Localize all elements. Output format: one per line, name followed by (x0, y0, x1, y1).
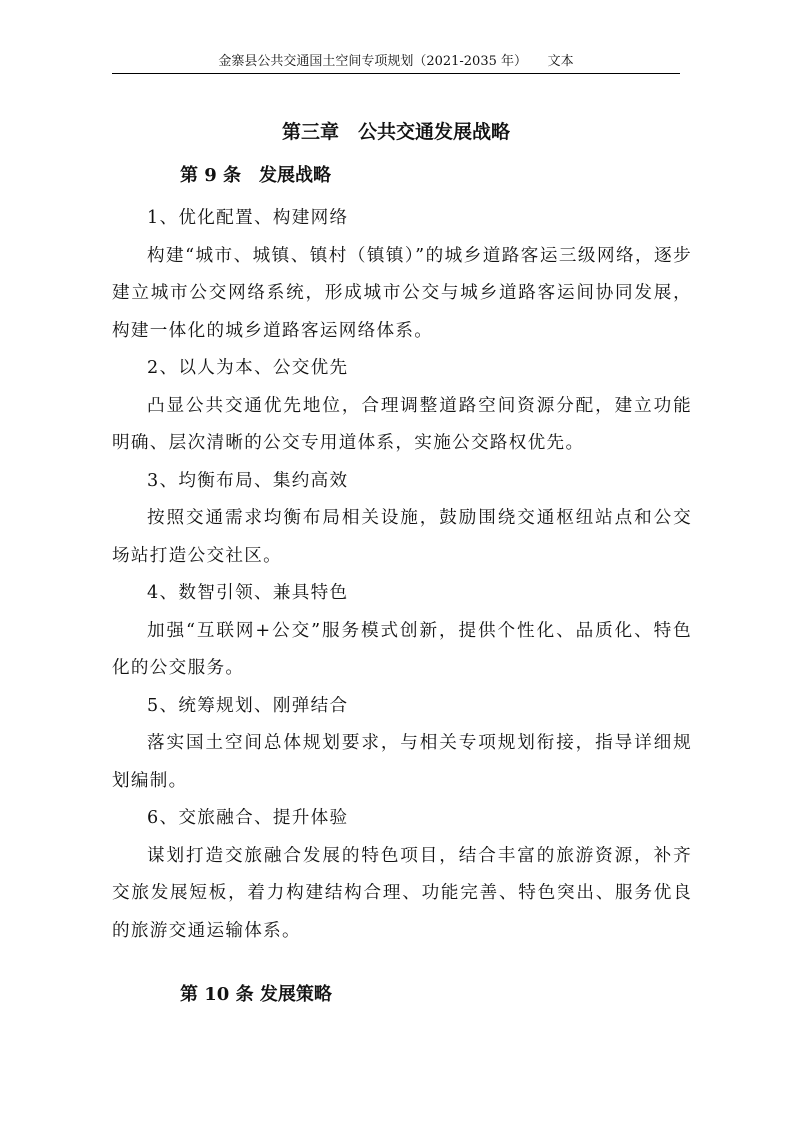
chapter-title: 第三章 公共交通发展战略 (281, 121, 510, 143)
item-1-body: 构建“城市、城镇、镇村（镇镇）”的城乡道路客运三级网络，逐步建立城市公交网络系统，形成城市公交与城乡道路客运间协同发展，构建一体化的城乡道路客运网络体系。 (112, 245, 692, 341)
item-2-body: 凸显公共交通优先地位，合理调整道路空间资源分配，建立功能明确、层次清晰的公交专用道体系，实施公交路权优先。 (112, 395, 692, 453)
article-9-content (112, 200, 692, 950)
item-4-title: 4、数智引领、兼具特色 (147, 583, 349, 603)
article-10-heading: 第 10 条 发展策略 (180, 984, 332, 1005)
item-5-body: 落实国土空间总体规划要求，与相关专项规划衔接，指导详细规划编制。 (112, 733, 692, 791)
item-3-body: 按照交通需求均衡布局相关设施，鼓励围绕交通枢纽站点和公交场站打造公交社区。 (112, 508, 692, 566)
page-header: 金寨县公共交通国土空间专项规划（2021-2035 年） 文本 (218, 54, 574, 69)
header-divider (112, 73, 680, 74)
item-1-title: 1、优化配置、构建网络 (147, 208, 349, 228)
item-4-body: 加强“互联网+公交”服务模式创新，提供个性化、品质化、特色化的公交服务。 (112, 620, 692, 678)
item-3-title: 3、均衡布局、集约高效 (147, 470, 349, 491)
item-6-body: 谋划打造交旅融合发展的特色项目，结合丰富的旅游资源，补齐交旅发展短板，着力构建结构合理、功能完善、特色突出、服务优良的旅游交通运输体系。 (112, 845, 692, 941)
item-5-title: 5、统筹规划、刚弹结合 (147, 695, 349, 716)
article-9-heading: 第 9 条 发展战略 (180, 165, 332, 186)
item-6-title: 6、交旅融合、提升体验 (147, 808, 349, 828)
item-2-title: 2、以人为本、公交优先 (147, 358, 349, 378)
